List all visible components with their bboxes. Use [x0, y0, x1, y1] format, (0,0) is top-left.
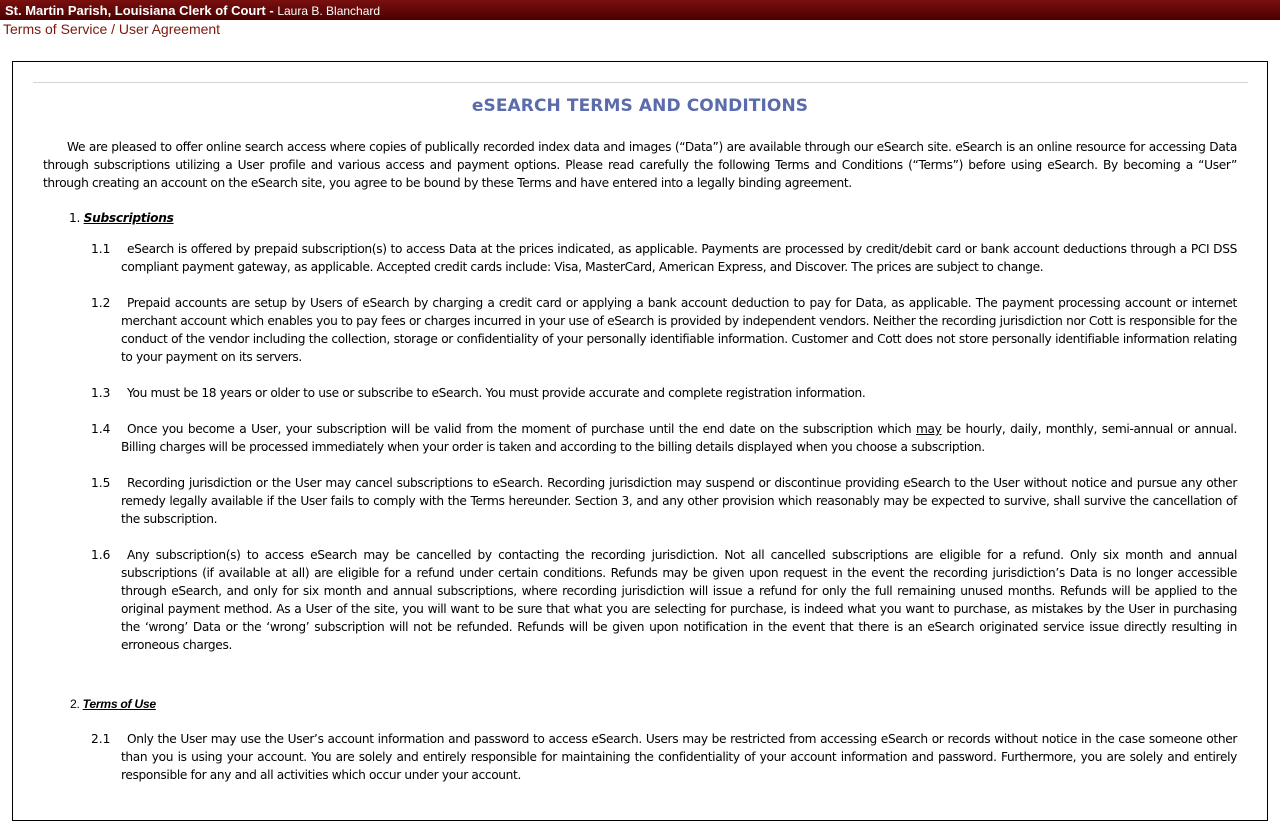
intro-paragraph: We are pleased to offer online search access where copies of publically recorded index data and images (“Data”) are available through our eSearch site. eSearch is an online resource for accessing Data through subscriptions utilizing a User profile and various access and payment options. Please read carefully the following Terms and Conditions (“Terms”) before using eSearch. By becoming a “User” through creating an account on the eSearch site, you agree to be bound by these Terms and have entered into a legally binding agreement.	[43, 140, 1237, 190]
clause-1-3	[91, 384, 1237, 402]
clause-text: eSearch is offered by prepaid subscription(s) to access Data at the prices indicated, as applicable. Payments are processed by credit/debit card or bank account deductions through a PCI DSS compliant payment gateway, as applicable. Accepted credit cards include: Visa, MasterCard, American Express, and Discover. The prices are subject to change.	[121, 242, 1237, 274]
clause-1-4	[91, 420, 1237, 456]
clause-text-part: Once you become a User, your subscription will be valid from the moment of purchase until the end date on the subscription which	[127, 422, 917, 436]
clause-number: 1.4	[91, 422, 111, 436]
clause-number: 2.1	[91, 732, 111, 746]
clause-1-5	[91, 474, 1237, 528]
section-title: Terms of Use	[82, 697, 156, 711]
clause-number: 1.6	[91, 548, 111, 562]
site-header-bar	[0, 0, 1280, 20]
clause-text: Only the User may use the User’s account information and password to access eSearch. Users may be restricted from accessing eSearch or records without notice in the case someone other than you is using your account. You are solely and entirely responsible for maintaining the confidentiality of your account information and password. Furthermore, you are solely and entirely responsible for any and all activities which occur under your account.	[121, 732, 1237, 782]
divider	[33, 82, 1248, 83]
clause-number: 1.1	[91, 242, 111, 256]
document-title: eSEARCH TERMS AND CONDITIONS	[471, 96, 809, 116]
clause-number: 1.3	[91, 386, 111, 400]
section-title: Subscriptions	[83, 211, 174, 225]
clause-1-1	[91, 240, 1237, 276]
breadcrumb: Terms of Service / User Agreement	[3, 21, 221, 37]
clause-text: Recording jurisdiction or the User may cancel subscriptions to eSearch. Recording jurisdiction may suspend or discontinue providing eSearch to the User without notice and pursue any other remedy legally available if the User fails to comply with the Terms hereunder. Section 3, and any other provision which reasonably may be expected to survive, shall survive the cancellation of the subscription.	[121, 476, 1237, 526]
clause-1-6	[91, 546, 1237, 654]
clause-text-underlined: may	[916, 422, 942, 436]
clause-2-1	[91, 730, 1237, 784]
clause-number: 1.5	[91, 476, 111, 490]
terms-document-panel[interactable]	[12, 61, 1268, 821]
section-2-heading	[70, 695, 156, 713]
clause-text	[121, 420, 1237, 456]
clerk-name: Laura B. Blanchard	[277, 4, 381, 18]
clause-text: You must be 18 years or older to use or subscribe to eSearch. You must provide accurate and complete registration information.	[127, 386, 866, 400]
clause-1-2	[91, 294, 1237, 366]
section-1-heading	[69, 209, 174, 227]
clause-text: Any subscription(s) to access eSearch may be cancelled by contacting the recording jurisdiction. Not all cancelled subscriptions are eligible for a refund. Only six month and annual subscriptions (if available at all) are eligible for a refund under certain conditions. Refunds may be given upon request in the event the recording jurisdiction’s Data is no longer accessible through eSearch, and only for six month and annual subscriptions, where recording jurisdiction will issue a refund for only the full remaining unused months. Refunds will be applied to the original payment method. As a User of the site, you will want to be sure that what you are selecting for purchase, is indeed what you want to purchase, as mistakes by the User in purchasing the ‘wrong’ Data or the ‘wrong’ subscription will not be refunded. Refunds will be given upon notification in the event that there is an eSearch originated service issue directly resulting in erroneous charges.	[121, 548, 1237, 652]
section-number: 1.	[69, 211, 81, 225]
clause-text: Prepaid accounts are setup by Users of eSearch by charging a credit card or applying a bank account deduction to pay for Data, as applicable. The payment processing account or internet merchant account which enables you to pay fees or charges incurred in your use of eSearch is provided by independent vendors. Neither the recording jurisdiction nor Cott is responsible for the conduct of the vendor including the collection, storage or confidentiality of your personally identifiable information. Customer and Cott does not store personally identifiable information relating to your payment on its servers.	[121, 296, 1237, 364]
clause-text-part: be hourly, daily, monthly, semi-annual or annual. Billing charges will be processed immediately when your order is taken and according to the billing details displayed when you choose a subscription.	[121, 422, 1237, 454]
site-title: St. Martin Parish, Louisiana Clerk of Court -	[5, 3, 278, 18]
section-number: 2.	[70, 697, 80, 711]
clause-number: 1.2	[91, 296, 111, 310]
